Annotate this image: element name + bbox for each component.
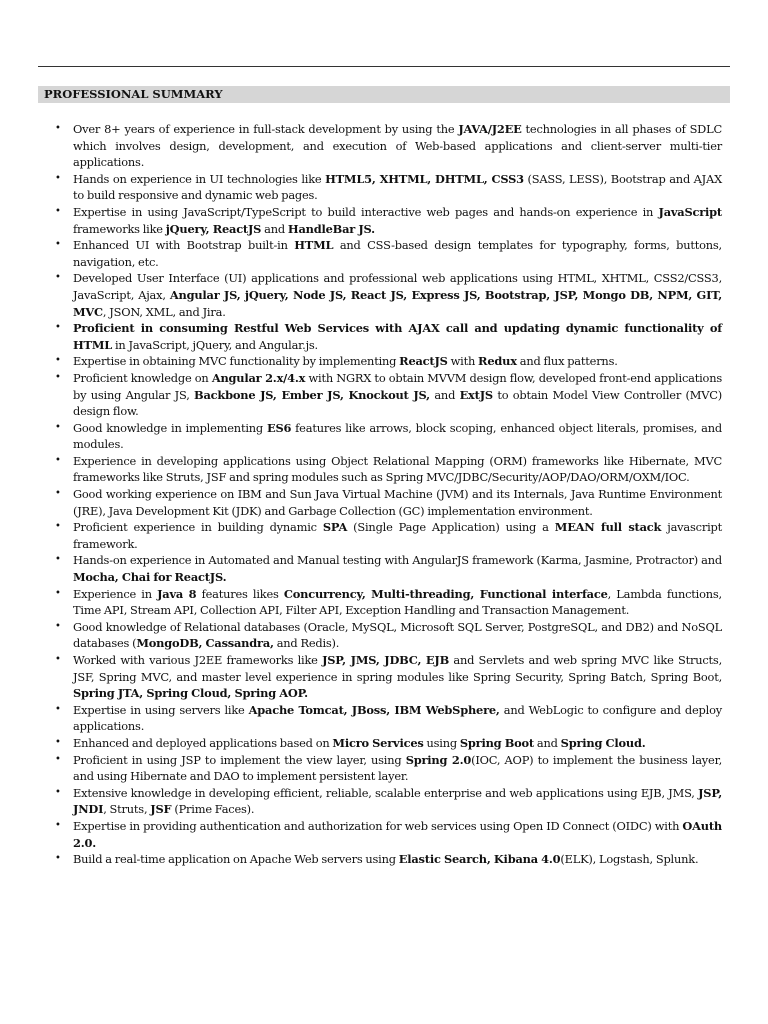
bullet-dot-icon: •	[55, 786, 61, 798]
summary-bullet-item	[55, 785, 722, 818]
text: Proficient experience in building dynamic	[73, 520, 323, 535]
bold-text: HandleBar JS.	[287, 221, 375, 236]
text: , JSON, XML, and Jira.	[102, 304, 226, 319]
summary-bullet-item	[55, 486, 722, 519]
bold-text: ES6	[266, 420, 292, 435]
bold-text: HTML5, XHTML, DHTML, CSS3	[325, 171, 524, 186]
summary-bullet-item	[55, 320, 722, 353]
text: Expertise in obtaining MVC functionality by implementing	[73, 354, 400, 369]
bold-text: JSP, JMS, JDBC, EJB	[322, 653, 450, 667]
text: Expertise in using JavaScript/TypeScript to build interactive web pages and hands-on experience in	[73, 204, 659, 219]
bold-text: HTML	[294, 238, 334, 253]
text: and CSS-based design templates for typography, forms, buttons, navigation, etc.	[73, 238, 722, 269]
text: and	[429, 387, 460, 402]
summary-bullet-item	[55, 851, 722, 868]
text: and	[261, 221, 288, 236]
summary-bullet-item	[55, 702, 722, 735]
text: Expertise in using servers like	[73, 702, 249, 717]
bold-text: Spring 2.0	[405, 752, 472, 767]
summary-bullet-item	[55, 752, 722, 785]
bold-text: SPA	[322, 520, 348, 535]
text: with NGRX to obtain MVVM design flow, developed front-end applications by using Angular JS,	[73, 370, 722, 402]
text: and flux patterns.	[516, 354, 618, 369]
bullet-dot-icon: •	[55, 736, 61, 748]
text: in JavaScript, jQuery, and Angular.js.	[112, 337, 318, 352]
text: Over 8+ years of experience in full-stack development by using the	[73, 122, 459, 136]
bullet-dot-icon: •	[55, 371, 61, 383]
text: , Struts,	[103, 802, 151, 817]
text: (IOC, AOP) to implement the business layer, and using Hibernate and DAO to implement persistent layer.	[73, 752, 722, 784]
bold-text: Spring Boot	[459, 735, 534, 750]
bold-text: Redux	[478, 354, 517, 369]
summary-bullet-item	[55, 121, 722, 171]
bullet-dot-icon: •	[55, 355, 61, 367]
bold-text: Mocha, Chai for ReactJS.	[73, 570, 227, 585]
bold-text: HTML	[73, 337, 113, 352]
bold-text: Angular 2.x/4.x	[211, 370, 306, 385]
bullet-dot-icon: •	[55, 454, 61, 466]
bullet-dot-icon: •	[55, 819, 61, 831]
bold-text: Micro Services	[332, 735, 424, 750]
text: and WebLogic to configure and deploy applications.	[73, 702, 722, 734]
text: Good knowledge in implementing	[73, 420, 267, 435]
text: features like arrows, block scoping, enhanced object literals, promises, and modules.	[73, 420, 722, 452]
text: Extensive knowledge in developing efficient, reliable, scalable enterprise and web applications using EJB, JMS,	[73, 785, 699, 800]
text: Experience in	[73, 586, 158, 601]
text: with	[447, 354, 479, 369]
summary-bullet-item	[55, 370, 722, 420]
summary-bullet-item	[55, 818, 722, 851]
bold-text: Backbone JS, Ember JS, Knockout JS,	[194, 387, 430, 402]
bold-text: JavaScript	[658, 204, 722, 219]
text: and	[534, 735, 561, 750]
bold-text: Java 8	[157, 586, 197, 601]
text: Expertise in providing authentication and authorization for web services using Open ID Connect (OIDC) with	[73, 818, 683, 833]
text: javascript framework.	[73, 520, 722, 551]
bullet-dot-icon: •	[55, 123, 61, 134]
bullet-dot-icon: •	[55, 172, 61, 184]
text: technologies in all phases of SDLC which involves design, development, and execution of Web-based applications and client-server multi-tier applications.	[73, 122, 722, 170]
bullet-dot-icon: •	[55, 205, 61, 217]
bold-text: call and updating dynamic functionality of	[439, 321, 722, 336]
text: Proficient in using JSP to implement the view layer, using	[73, 752, 406, 767]
bold-text: JSP, JNDI	[73, 785, 722, 817]
text: Good working experience on IBM and Sun Java Virtual Machine (JVM) and its Internals, Java Runtime Environment (JRE), Java Development Kit (JDK) and Garbage Collection (GC) implementation environment.	[73, 487, 722, 518]
bold-text: Angular JS, jQuery, Node JS, React JS, Express JS, Bootstrap, JSP, Mongo DB, NPM, GIT, MVC	[73, 287, 722, 319]
summary-bullet-item	[55, 420, 722, 453]
summary-bullet-item	[55, 353, 722, 370]
text: Hands-on experience in Automated and Manual testing with AngularJS framework (Karma, Jasmine, Protractor) and	[73, 553, 722, 568]
bullet-dot-icon: •	[55, 853, 61, 865]
bold-text: MEAN full stack	[554, 520, 662, 535]
text: Experience in developing applications using Object Relational Mapping (ORM) frameworks like Hibernate, MVC frameworks like Struts, JSF and spring modules such as Spring MVC/JDBC/Security/AOP/DAO/ORM/OXM/IOC.	[73, 453, 722, 485]
bullet-dot-icon: •	[55, 703, 61, 715]
bullet-dot-icon: •	[55, 620, 61, 632]
summary-bullet-item	[55, 652, 722, 702]
text: to obtain Model View Controller (MVC) design flow.	[73, 387, 722, 419]
professional-summary-list	[55, 121, 722, 868]
text: Enhanced and deployed applications based on	[73, 735, 333, 750]
section-header-professional-summary	[38, 86, 730, 103]
text: and Redis).	[273, 636, 340, 651]
text: Hands on experience in UI technologies like	[73, 171, 326, 186]
top-divider	[38, 66, 730, 67]
bold-text: Concurrency, Multi-threading, Functional interface	[283, 586, 608, 601]
summary-bullet-item	[55, 237, 722, 270]
bold-text: JAVA/J2EE	[458, 122, 522, 136]
section-title: PROFESSIONAL SUMMARY	[44, 87, 223, 101]
text: Proficient knowledge on	[73, 370, 212, 385]
summary-bullet-item	[55, 552, 722, 585]
summary-bullet-item	[55, 171, 722, 204]
bullet-dot-icon: •	[55, 488, 61, 500]
summary-bullet-item	[55, 204, 722, 237]
bullet-dot-icon: •	[55, 554, 61, 566]
bullet-dot-icon: •	[55, 654, 61, 665]
text: Developed User Interface (UI) applications and professional web applications using HTML, XHTML, CSS2/CSS3, JavaScript, Ajax,	[73, 271, 722, 302]
summary-bullet-item	[55, 453, 722, 486]
summary-bullet-item	[55, 270, 722, 320]
bullet-dot-icon: •	[55, 272, 61, 284]
text: (SASS, LESS), Bootstrap and AJAX to build responsive and dynamic web pages.	[73, 171, 722, 203]
bold-text: Elastic Search, Kibana 4.0	[398, 852, 561, 867]
bold-text: ExtJS	[459, 387, 493, 402]
text: (Single Page Application) using a	[347, 520, 555, 535]
bold-text: Apache Tomcat, JBoss, IBM WebSphere,	[248, 702, 500, 717]
bullet-dot-icon: •	[55, 239, 61, 251]
summary-bullet-item	[55, 735, 722, 752]
text: frameworks like	[73, 221, 166, 236]
bold-text: OAuth 2.0.	[73, 818, 722, 850]
text: , Lambda functions, Time API, Stream API, Collection API, Filter API, Exception Handling and Transaction Management.	[73, 586, 722, 618]
text: using	[423, 735, 460, 750]
bullet-dot-icon: •	[55, 322, 61, 334]
text: Enhanced UI with Bootstrap built-in	[73, 238, 295, 253]
summary-bullet-item	[55, 586, 722, 619]
bold-text: JSF	[150, 802, 172, 817]
summary-bullet-item	[55, 619, 722, 652]
text: Build a real-time application on Apache Web servers using	[73, 852, 399, 867]
bold-text: AJAX	[408, 321, 440, 336]
text: (ELK), Logstash, Splunk.	[560, 852, 699, 867]
bullet-dot-icon: •	[55, 521, 61, 533]
summary-bullet-item	[55, 519, 722, 552]
bullet-dot-icon: •	[55, 421, 61, 433]
bold-text: MongoDB, Cassandra,	[136, 636, 274, 651]
text: features likes	[196, 586, 284, 601]
bold-text: Spring Cloud.	[560, 735, 646, 750]
text: (Prime Faces).	[171, 802, 255, 817]
text: and Servlets and web spring MVC like Structs, JSF, Spring MVC, and master level experience in spring modules like Spring Security, Spring Batch, Spring Boot,	[73, 653, 722, 684]
bold-text: Spring JTA, Spring Cloud, Spring AOP.	[73, 686, 308, 701]
text: Good knowledge of Relational databases (Oracle, MySQL, Microsoft SQL Server, PostgreSQL, and DB2) and NoSQL databases (	[73, 619, 722, 651]
bold-text: jQuery, ReactJS	[165, 221, 262, 236]
bold-text: ReactJS	[399, 354, 448, 369]
text: Worked with various J2EE frameworks like	[73, 653, 323, 667]
bullet-dot-icon: •	[55, 753, 61, 765]
bullet-dot-icon: •	[55, 587, 61, 599]
bold-text: Proficient in consuming Restful Web Services with	[73, 321, 409, 336]
